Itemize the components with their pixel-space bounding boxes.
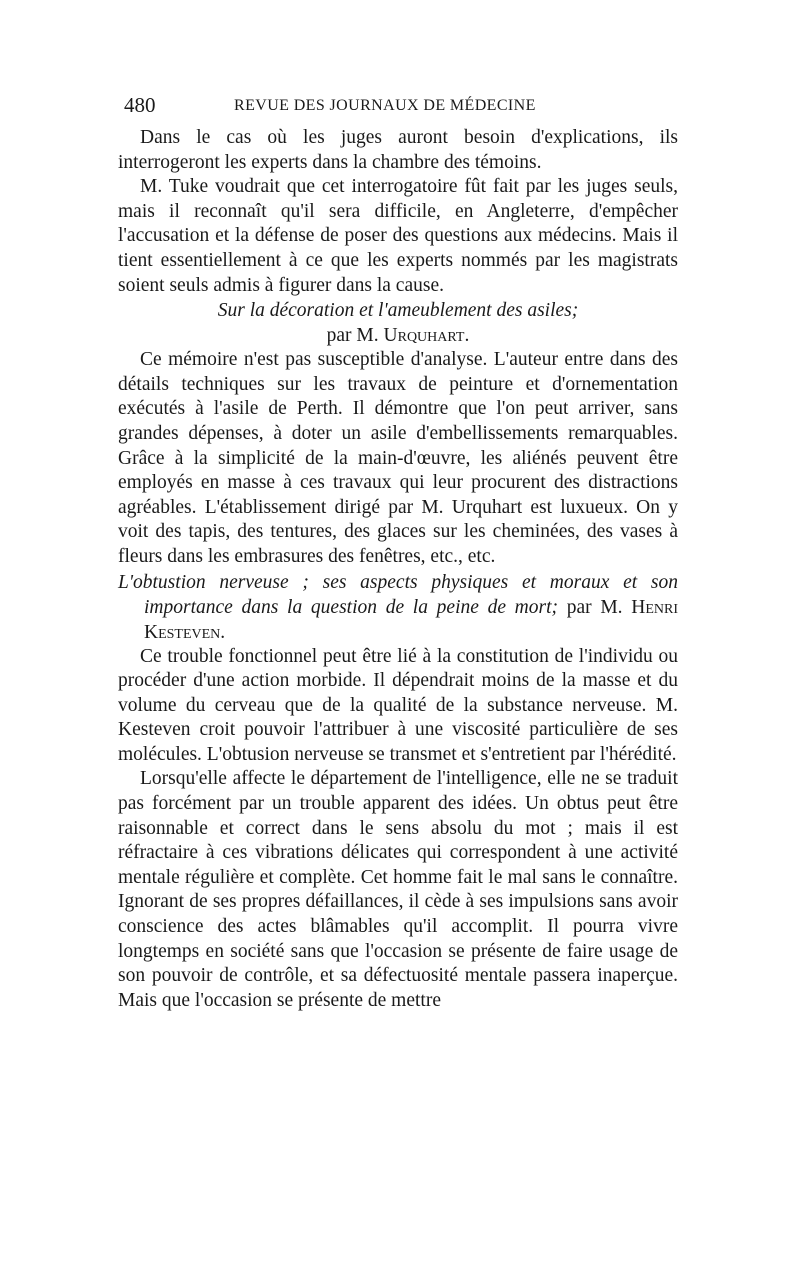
section-heading-obtusion-title: L'obtustion nerveuse ; ses aspects physiques et moraux et son importance dans la question de la peine de mort; <box>118 571 678 618</box>
paragraph-5: Lorsqu'elle affecte le département de l'intelligence, elle ne se traduit pas forcément par un trouble apparent des idées. Un obtus peut être raisonnable et correct dans le sens absolu du mot ; mais il est réfractaire à ces vibrations délicates qui correspondent à une activité mentale régulière et complète. Cet homme fait le mal sans le connaître. Ignorant de ses propres défaillances, il cède à ses impulsions sans avoir conscience des actes blâmables qu'il accomplit. Il pourra vivre longtemps en société sans que l'occasion se présente de faire usage de son pouvoir de contrôle, et sa défectuosité mentale passera inaperçue. Mais que l'occasion se présente de mettre <box>118 768 678 1011</box>
page-header <box>118 93 678 119</box>
section-author-urquhart <box>118 324 678 348</box>
section-author-name: Urquhart. <box>383 325 470 347</box>
paragraph-4: Ce trouble fonctionnel peut être lié à la constitution de l'individu ou procéder d'une action morbide. Il dépendrait moins de la masse et du volume du cerveau que de la qualité de la substance nerveuse. M. Kesteven croit pouvoir l'attribuer à une viscosité particulière de ses molécules. L'obtusion nerveuse se transmet et s'entretient par l'hérédité. <box>118 645 678 765</box>
section-heading-obtusion-prefix: par M. <box>558 596 632 618</box>
section-heading-obtusion-author: Henri Kesteven. <box>144 596 678 643</box>
paragraph-3: Ce mémoire n'est pas susceptible d'analyse. L'auteur entre dans des détails techniques sur les travaux de peinture et d'ornementation exécutés à l'asile de Perth. Il démontre que l'on peut arriver, sans grandes dépenses, à doter un asile d'embellissements remarquables. Grâce à la simplicité de la main-d'œuvre, les aliénés peuvent être employés en masse à ces travaux qui leur procurent des distractions agréables. L'établissement dirigé par M. Urquhart est luxueux. On y voit des tapis, des tentures, des glaces sur les cheminées, des vases à fleurs dans les embrasures des fenêtres, etc., etc. <box>118 349 678 567</box>
running-head: REVUE DES JOURNAUX DE MÉDECINE <box>234 97 536 114</box>
section-heading-obtusion <box>118 570 678 645</box>
body-text <box>118 126 678 1013</box>
section-heading-decoration <box>118 298 678 324</box>
paragraph-2: M. Tuke voudrait que cet interrogatoire fût fait par les juges seuls, mais il reconnaît qu'il sera difficile, en Angleterre, d'empêcher l'accusation et la défense de poser des questions aux médecins. Mais il tient essentiellement à ce que les experts nommés par les magistrats soient seuls admis à figurer dans la cause. <box>118 176 678 296</box>
paragraph-1: Dans le cas où les juges auront besoin d'explications, ils interrogeront les experts dans la chambre des témoins. <box>118 127 678 173</box>
section-heading-decoration-title: Sur la décoration et l'ameublement des asiles; <box>217 300 579 322</box>
section-author-prefix: par M. <box>326 325 384 347</box>
page-number: 480 <box>124 93 156 117</box>
